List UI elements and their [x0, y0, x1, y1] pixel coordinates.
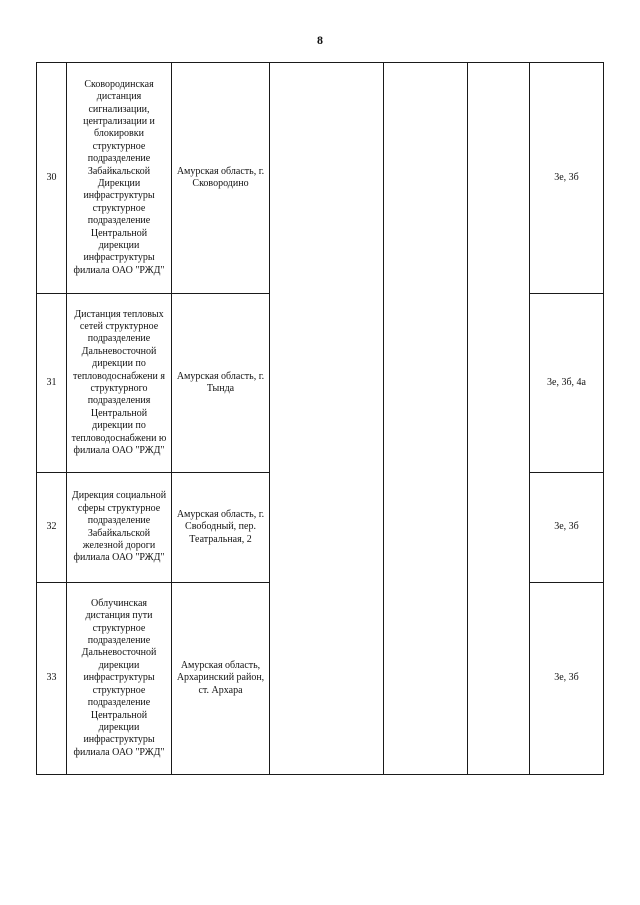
- registry-table: [36, 62, 604, 775]
- table-row-31-name: Дистанция тепловых сетей структурное подразделение Дальневосточной дирекции по тепловодоснабжени я структурного подразделения Центральной дирекции по тепловодоснабжени ю филиала ОАО "РЖД": [71, 308, 167, 457]
- table-row-30-name: Сковородинская дистанция сигнализации, централизации и блокировки структурное подразделение Забайкальской Дирекции инфраструктуры структурное подразделение Центральной дирекции инфраструктуры филиала ОАО "РЖД": [73, 78, 165, 276]
- column-divider-name: [66, 62, 67, 775]
- table-border-bottom: [36, 774, 604, 775]
- table-row-33-number: 33: [46, 672, 57, 684]
- table-row-31-codes: 3е, 3б, 4а: [547, 376, 586, 388]
- table-border-right: [603, 62, 604, 775]
- column-divider-merged-2: [383, 62, 384, 775]
- table-row-33-address: Амурская область, Архаринский район, ст. Архара: [176, 659, 265, 696]
- table-row-32-codes: 3е, 3б: [554, 521, 579, 533]
- table-row-32-number: 32: [46, 521, 57, 533]
- column-divider-merged-1: [269, 62, 270, 775]
- table-row-30-address: Амурская область, г. Сковородино: [176, 165, 265, 189]
- table-row-31-number: 31: [46, 376, 57, 388]
- table-row-30-number: 30: [46, 171, 57, 183]
- table-row-30-codes: 3е, 3б: [554, 171, 579, 183]
- table-row-33-name: Облучинская дистанция пути структурное подразделение Дальневосточной дирекции инфраструктуры структурное подразделение Центральной дирекции инфраструктуры филиала ОАО "РЖД": [73, 597, 165, 758]
- table-row-32-address: Амурская область, г. Свободный, пер. Театральная, 2: [176, 508, 265, 545]
- page-number: 8: [317, 33, 323, 47]
- column-divider-address: [171, 62, 172, 775]
- table-row-33-codes: 3е, 3б: [554, 672, 579, 684]
- table-row-32-name: Дирекция социальной сферы структурное подразделение Забайкальской железной дороги филиала ОАО "РЖД": [71, 490, 167, 564]
- table-row-31-address: Амурская область, г. Тында: [176, 370, 265, 394]
- column-divider-merged-3: [467, 62, 468, 775]
